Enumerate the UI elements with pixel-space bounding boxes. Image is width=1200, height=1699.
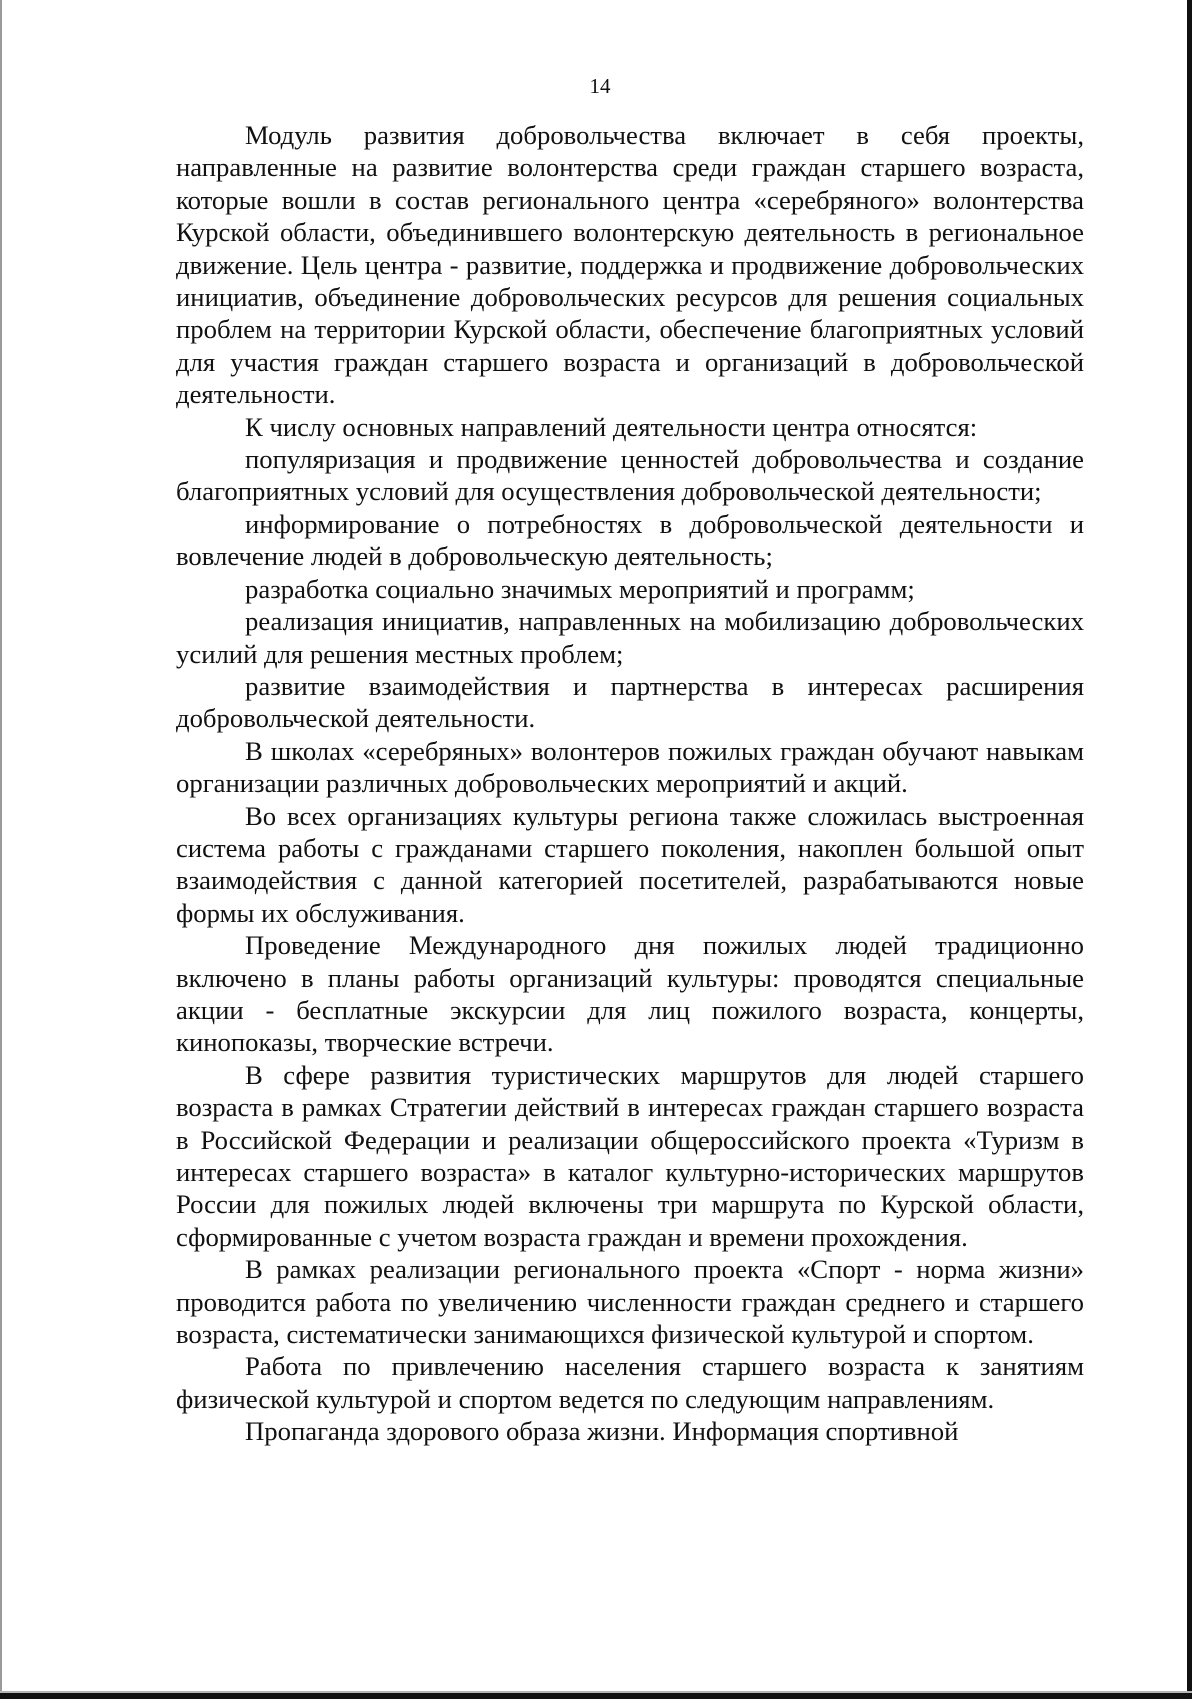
scan-edge-left	[0, 0, 2, 1699]
paragraph: Проведение Международного дня пожилых людей традиционно включено в планы работы организаций культуры: проводятся специальные акции - бесплатные экскурсии для лиц пожилого возраста, концерты, кинопоказы, творческие встречи.	[176, 930, 1084, 1058]
paragraph: Модуль развития добровольчества включает в себя проекты, направленные на развитие волонтерства среди граждан старшего возраста, которые вошли в состав регионального центра «серебряного» волонтерства Курской области, объединившего волонтерскую деятельность в региональное движение. Цель центра - развитие, поддержка и продвижение добровольческих инициатив, объединение добровольческих ресурсов для решения социальных проблем на территории Курской области, обеспечение благоприятных условий для участия граждан старшего возраста и организаций в добровольческой деятельности.	[176, 120, 1084, 410]
scan-edge-right	[1187, 0, 1192, 1699]
paragraph: разработка социально значимых мероприятий и программ;	[245, 573, 915, 604]
paragraph: информирование о потребностях в добровольческой деятельности и вовлечение людей в добровольческую деятельность;	[176, 508, 1084, 572]
scan-edge-bottom	[0, 1693, 1192, 1699]
paragraph: Во всех организациях культуры региона также сложилась выстроенная система работы с гражданами старшего поколения, накоплен большой опыт взаимодействия с данной категорией посетителей, разрабатываются новые формы их обслуживания.	[176, 800, 1084, 928]
page-number: 14	[589, 74, 611, 98]
paragraph: В школах «серебряных» волонтеров пожилых граждан обучают навыкам организации различных добровольческих мероприятий и акций.	[176, 735, 1084, 799]
paragraph: развитие взаимодействия и партнерства в интересах расширения добровольческой деятельности.	[176, 670, 1084, 734]
paragraph: популяризация и продвижение ценностей добровольчества и создание благоприятных условий для осуществления добровольческой деятельности;	[176, 444, 1084, 507]
paragraph: В сфере развития туристических маршрутов для людей старшего возраста в рамках Стратегии действий в интересах граждан старшего возраста в Российской Федерации и реализации общероссийского проекта «Туризм в интересах старшего возраста» в каталог культурно-исторических маршрутов России для пожилых людей включены три маршрута по Курской области, сформированные с учетом возраста граждан и времени прохождения.	[176, 1059, 1084, 1252]
paragraph: В рамках реализации регионального проекта «Спорт - норма жизни» проводится работа по увеличению численности граждан среднего и старшего возраста, систематически занимающихся физической культурой и спортом.	[176, 1254, 1084, 1350]
paragraph: реализация инициатив, направленных на мобилизацию добровольческих усилий для решения местных проблем;	[176, 606, 1084, 669]
paragraph: К числу основных направлений деятельности центра относятся:	[245, 411, 978, 442]
body-text	[176, 119, 1084, 1448]
paragraph: Пропаганда здорового образа жизни. Информация спортивной	[245, 1416, 959, 1447]
paragraph: Работа по привлечению населения старшего возраста к занятиям физической культурой и спортом ведется по следующим направлениям.	[176, 1351, 1084, 1414]
